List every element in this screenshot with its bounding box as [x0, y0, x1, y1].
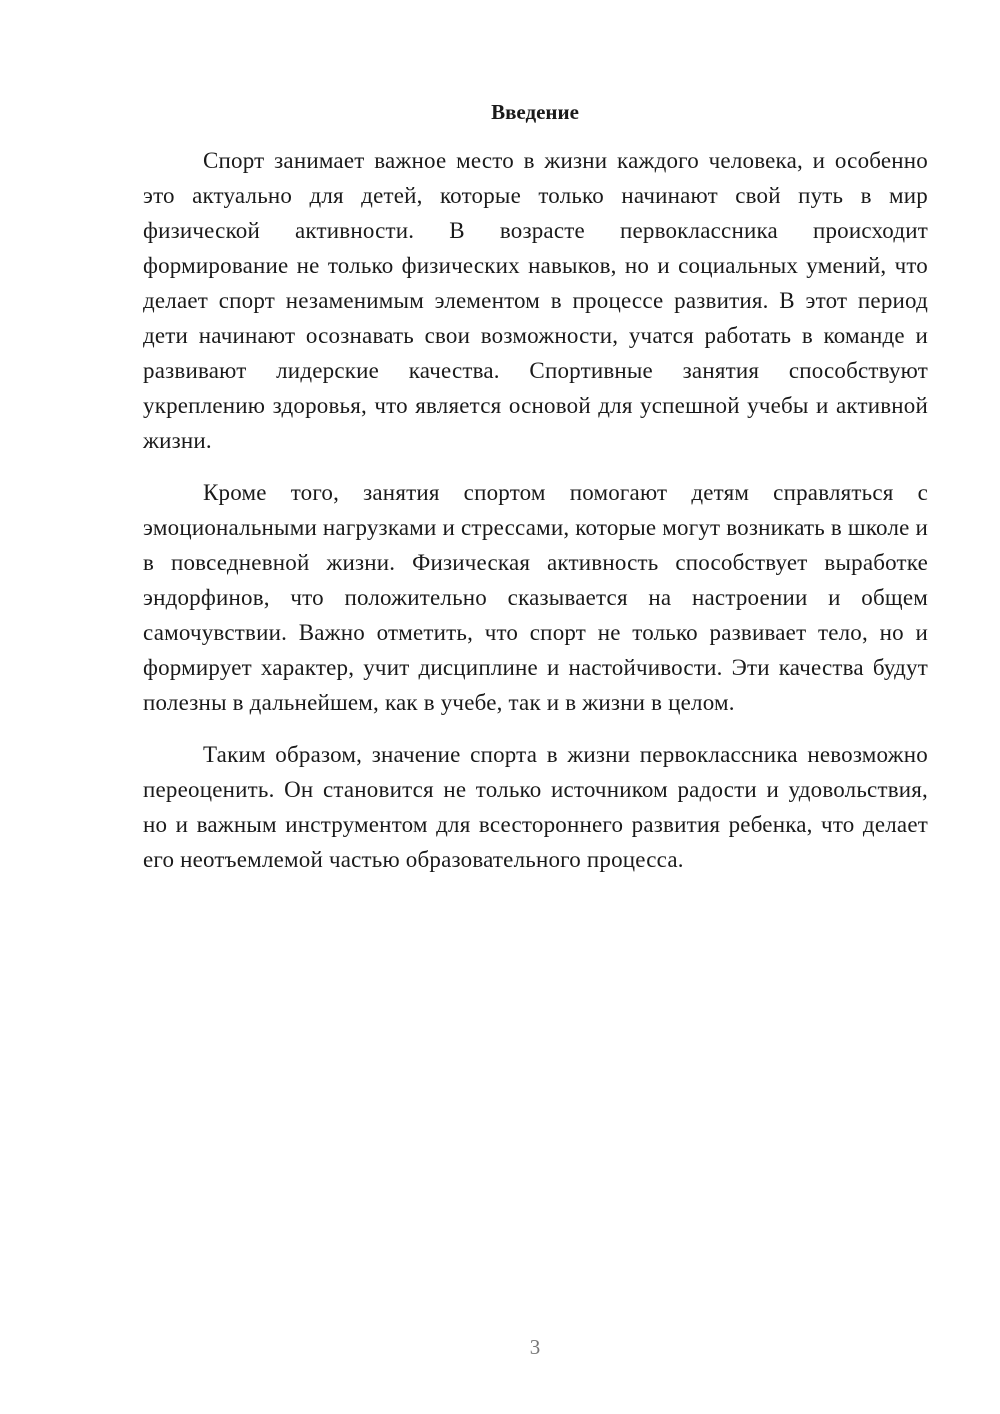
page-number: 3: [529, 1335, 541, 1359]
paragraph-3: Таким образом, значение спорта в жизни первоклассника невозможно переоценить. Он становится не только источником радости и удовольствия, но и важным инструментом для всестороннего развития ребенка, что делает его неотъемлемой частью образовательного процесса.: [143, 742, 928, 872]
paragraph-1: Спорт занимает важное место в жизни каждого человека, и особенно это актуально для детей, которые только начинают свой путь в мир физической активности. В возрасте первоклассника происходит формирование не только физических навыков, но и социальных умений, что делает спорт незаменимым элементом в процессе развития. В этот период дети начинают осознавать свои возможности, учатся работать в команде и развивают лидерские качества. Спортивные занятия способствуют укреплению здоровья, что является основой для успешной учебы и активной жизни.: [143, 148, 928, 453]
paragraph-2: Кроме того, занятия спортом помогают детям справляться с эмоциональными нагрузками и стрессами, которые могут возникать в школе и в повседневной жизни. Физическая активность способствует выработке эндорфинов, что положительно сказывается на настроении и общем самочувствии. Важно отметить, что спорт не только развивает тело, но и формирует характер, учит дисциплине и настойчивости. Эти качества будут полезны в дальнейшем, как в учебе, так и в жизни в целом.: [143, 480, 928, 715]
body-text: [143, 143, 928, 894]
section-heading: Введение: [491, 100, 579, 124]
